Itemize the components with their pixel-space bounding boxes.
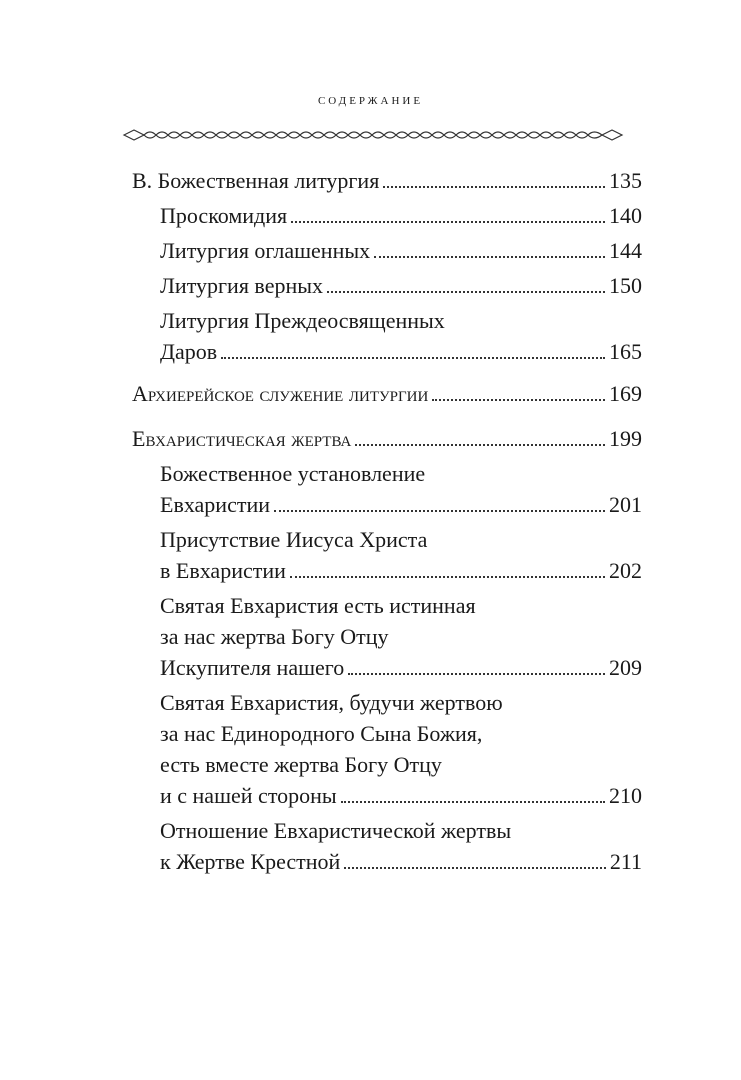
toc-entry-title: в Евхаристии: [160, 558, 286, 583]
toc-entry-title: Искупителя нашего: [160, 655, 345, 680]
toc-entry[interactable]: [132, 687, 642, 811]
toc-entry-title: Литургия верных: [160, 273, 324, 298]
dot-leader: [348, 673, 605, 675]
toc-page-number: 150: [609, 273, 642, 298]
toc-entry[interactable]: [132, 235, 642, 266]
toc-page-number: 135: [609, 168, 642, 193]
toc-entry[interactable]: [132, 458, 642, 520]
toc-entry-title: Даров: [160, 339, 218, 364]
toc-entry-title: и с нашей стороны: [160, 783, 337, 808]
toc-page-number: 211: [609, 849, 642, 874]
toc-page-number: 209: [609, 655, 642, 680]
dot-leader: [291, 221, 605, 223]
dot-leader: [432, 399, 605, 401]
toc-entry-title-line: Отношение Евхаристической жертвы: [160, 818, 512, 843]
toc-entry[interactable]: [132, 423, 642, 454]
toc-page-number: 202: [609, 558, 642, 583]
dot-leader: [355, 444, 605, 446]
toc-entry[interactable]: [132, 165, 642, 196]
toc-entry-title-line: Святая Евхаристия, будучи жертвою: [160, 690, 503, 715]
toc-entry-title-line: Божественное установление: [160, 461, 426, 486]
toc-entry-title-line: Присутствие Иисуса Христа: [160, 527, 428, 552]
table-of-contents: [132, 165, 642, 877]
toc-page-number: 165: [609, 339, 642, 364]
toc-entry[interactable]: [132, 590, 642, 683]
ornamental-divider: [120, 128, 626, 142]
toc-entry[interactable]: [132, 305, 642, 367]
toc-entry-title-line: есть вместе жертва Богу Отцу: [160, 752, 442, 777]
toc-entry[interactable]: [132, 524, 642, 586]
toc-entry-title: В. Божественная литургия: [132, 168, 380, 193]
dot-leader: [344, 867, 606, 869]
running-head: содержание: [317, 92, 424, 108]
toc-entry-title-line: Литургия Преждеосвященных: [160, 308, 445, 333]
toc-entry[interactable]: [132, 815, 642, 877]
toc-page-number: 210: [609, 783, 642, 808]
dot-leader: [341, 801, 605, 803]
toc-entry[interactable]: [132, 270, 642, 301]
toc-page-number: 199: [609, 426, 642, 451]
toc-entry-title: Проскомидия: [160, 203, 288, 228]
toc-entry-title: к Жертве Крестной: [160, 849, 341, 874]
toc-page-number: 201: [609, 492, 642, 517]
toc-page-number: 144: [609, 238, 642, 263]
toc-entry-title: Литургия оглашенных: [160, 238, 371, 263]
toc-entry[interactable]: [132, 200, 642, 231]
dot-leader: [383, 186, 605, 188]
toc-entry-title: Архиерейское служение литургии: [132, 381, 429, 406]
toc-page-number: 140: [609, 203, 642, 228]
toc-entry-title-line: Святая Евхаристия есть истинная: [160, 593, 476, 618]
toc-page-number: 169: [609, 381, 642, 406]
toc-entry-title: Евхаристии: [160, 492, 270, 517]
dot-leader: [290, 576, 605, 578]
dot-leader: [374, 256, 605, 258]
toc-entry-title: Евхаристическая жертва: [132, 426, 352, 451]
dot-leader: [327, 291, 605, 293]
toc-entry-title-line: за нас жертва Богу Отцу: [160, 624, 389, 649]
toc-entry-title-line: за нас Единородного Сына Божия,: [160, 721, 483, 746]
toc-entry[interactable]: [132, 378, 642, 409]
dot-leader: [221, 357, 605, 359]
dot-leader: [274, 510, 605, 512]
